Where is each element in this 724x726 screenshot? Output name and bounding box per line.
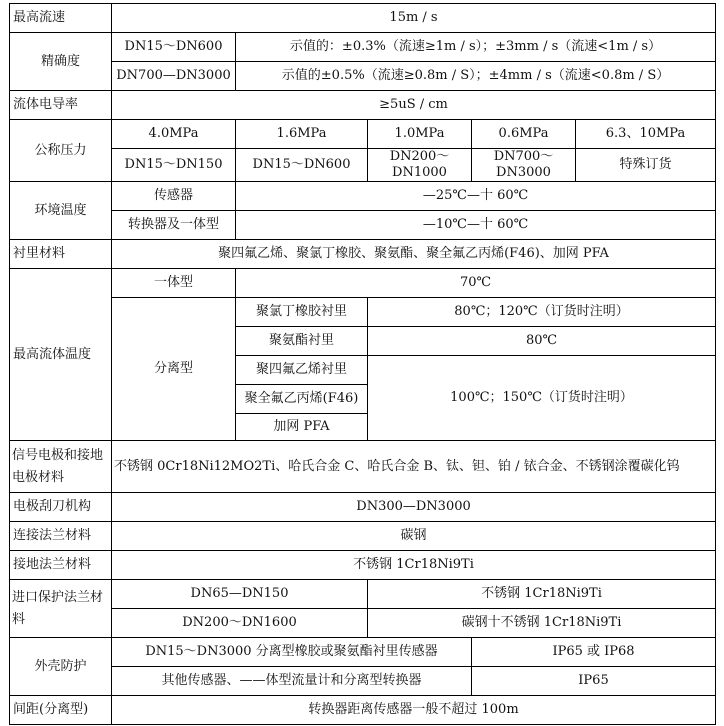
ambient-label: 环境温度: [10, 182, 112, 240]
row-accuracy-1: [10, 33, 716, 62]
separate-lining: 聚氨酯衬里: [236, 327, 368, 356]
row-electrode: [10, 441, 716, 493]
electrode-value: 不锈钢 0Cr18Ni12MO2Ti、哈氏合金 C、哈氏合金 B、钛、钽、铂 / 铱合金、不锈钢涂覆碳化钨: [112, 441, 716, 493]
row-housing-1: [10, 638, 716, 667]
lining-label: 衬里材料: [10, 240, 112, 269]
accuracy-range-1: DN15～DN600: [112, 33, 236, 62]
separate-name: 分离型: [112, 298, 236, 441]
row-ground-flange: [10, 551, 716, 580]
separate-temp: 80℃；120℃（订货时注明）: [368, 298, 716, 327]
separate-lining: 加网 PFA: [236, 414, 368, 441]
conn-flange-label: 连接法兰材料: [10, 522, 112, 551]
distance-value: 转换器距离传感器一般不超过 100m: [112, 696, 716, 725]
row-lining: [10, 240, 716, 269]
pressure-size: DN15～DN600: [236, 149, 368, 182]
pressure-size: DN15～DN150: [112, 149, 236, 182]
ambient-name-1: 传感器: [112, 182, 236, 211]
row-ambient-1: [10, 182, 716, 211]
inlet-flange-range-2: DN200～DN1600: [112, 609, 368, 638]
ambient-value-2: —10℃—十 60℃: [236, 211, 716, 240]
distance-label: 间距(分离型): [10, 696, 112, 725]
ground-flange-value: 不锈钢 1Cr18Ni9Ti: [112, 551, 716, 580]
scraper-label: 电极刮刀机构: [10, 493, 112, 522]
pressure-size: DN700～DN3000: [472, 149, 576, 182]
housing-name-1: DN15～DN3000 分离型橡胶或聚氨酯衬里传感器: [112, 638, 472, 667]
max-velocity-label: 最高流速: [10, 4, 112, 33]
pressure-size: DN200～DN1000: [368, 149, 472, 182]
lining-value: 聚四氟乙烯、聚氯丁橡胶、聚氨酯、聚全氟乙丙烯(F46)、加网 PFA: [112, 240, 716, 269]
conductivity-value: ≥5uS / cm: [112, 91, 716, 120]
integral-name: 一体型: [112, 269, 236, 298]
row-distance: [10, 696, 716, 725]
pressure-rating: 1.6MPa: [236, 120, 368, 149]
row-inlet-flange-1: [10, 580, 716, 609]
conductivity-label: 流体电导率: [10, 91, 112, 120]
pressure-rating: 4.0MPa: [112, 120, 236, 149]
integral-value: 70℃: [236, 269, 716, 298]
accuracy-value-1: 示值的：±0.3%（流速≥1m / s）；±3mm / s（流速<1m / s）: [236, 33, 716, 62]
electrode-label: 信号电极和接地电极材料: [10, 441, 112, 493]
row-scraper: [10, 493, 716, 522]
inlet-flange-value-1: 不锈钢 1Cr18Ni9Ti: [368, 580, 716, 609]
separate-temp: 80℃: [368, 327, 716, 356]
row-accuracy-2: [10, 62, 716, 91]
row-inlet-flange-2: [10, 609, 716, 638]
pressure-rating: 0.6MPa: [472, 120, 576, 149]
separate-lining: 聚全氟乙丙烯(F46): [236, 385, 368, 414]
housing-name-2: 其他传感器、——体型流量计和分离型转换器: [112, 667, 472, 696]
accuracy-value-2: 示值的±0.5%（流速≥0.8m / S）；±4mm / s（流速<0.8m / S）: [236, 62, 716, 91]
row-conductivity: [10, 91, 716, 120]
pressure-size: 特殊订货: [576, 149, 716, 182]
max-velocity-value: 15m / s: [112, 4, 716, 33]
ambient-name-2: 转换器及一体型: [112, 211, 236, 240]
ground-flange-label: 接地法兰材料: [10, 551, 112, 580]
max-temp-label: 最高流体温度: [10, 269, 112, 441]
spec-table: [9, 3, 716, 725]
inlet-flange-range-1: DN65—DN150: [112, 580, 368, 609]
pressure-rating: 1.0MPa: [368, 120, 472, 149]
row-pressure-ratings: [10, 120, 716, 149]
accuracy-range-2: DN700—DN3000: [112, 62, 236, 91]
row-max-temp-integral: [10, 269, 716, 298]
row-pressure-sizes: [10, 149, 716, 182]
row-max-temp-sep-1: [10, 298, 716, 327]
inlet-flange-label: 进口保护法兰材料: [10, 580, 112, 638]
scraper-value: DN300—DN3000: [112, 493, 716, 522]
accuracy-label: 精确度: [10, 33, 112, 91]
conn-flange-value: 碳钢: [112, 522, 716, 551]
row-max-velocity: [10, 4, 716, 33]
pressure-rating: 6.3、10MPa: [576, 120, 716, 149]
inlet-flange-value-2: 碳钢十不锈钢 1Cr18Ni9Ti: [368, 609, 716, 638]
separate-lining: 聚四氟乙烯衬里: [236, 356, 368, 385]
row-housing-2: [10, 667, 716, 696]
ambient-value-1: —25℃—十 60℃: [236, 182, 716, 211]
pressure-label: 公称压力: [10, 120, 112, 182]
housing-value-1: IP65 或 IP68: [472, 638, 716, 667]
separate-temp: 100℃；150℃（订货时注明）: [368, 356, 716, 441]
housing-label: 外壳防护: [10, 638, 112, 696]
row-conn-flange: [10, 522, 716, 551]
separate-lining: 聚氯丁橡胶衬里: [236, 298, 368, 327]
row-ambient-2: [10, 211, 716, 240]
housing-value-2: IP65: [472, 667, 716, 696]
